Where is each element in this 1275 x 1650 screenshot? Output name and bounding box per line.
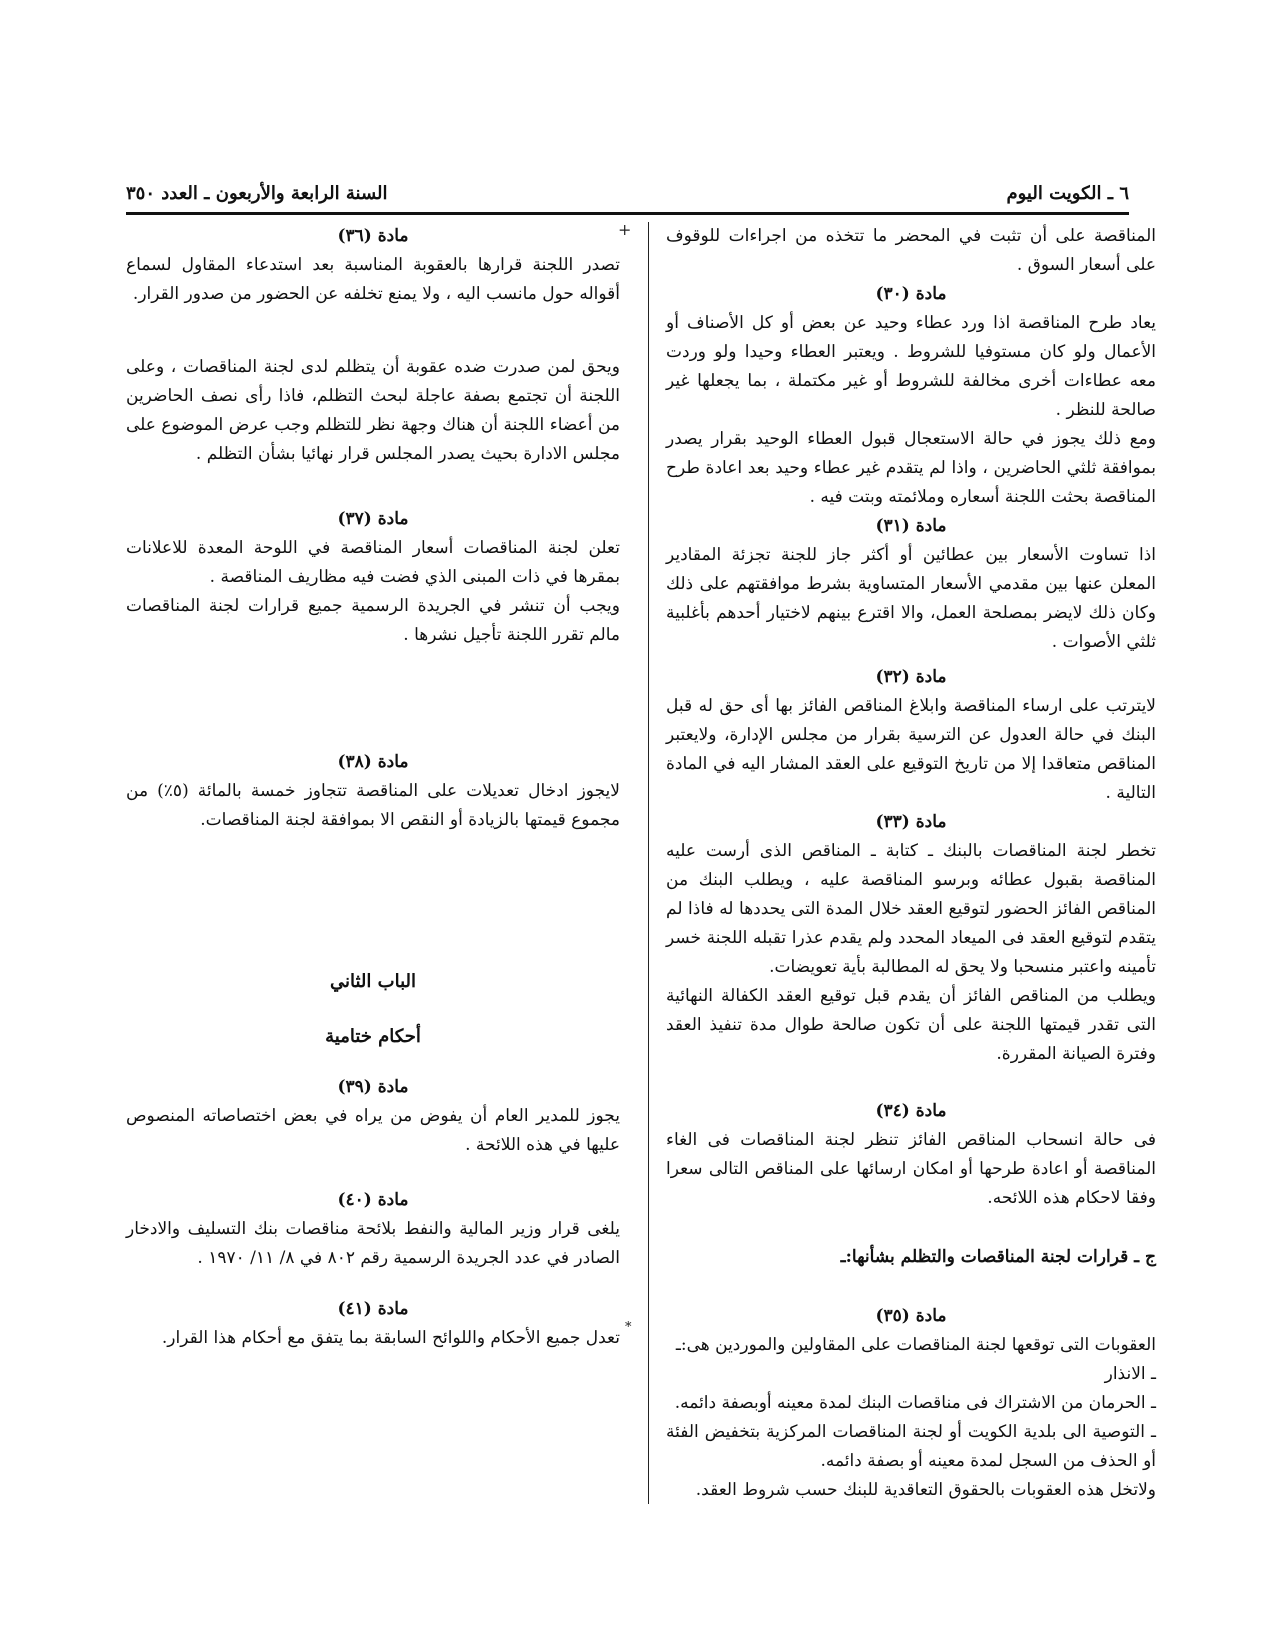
- paragraph: تصدر اللجنة قرارها بالعقوبة المناسبة بعد استدعاء المقاول لسماع أقواله حول مانسب اليه ، ولا يمنع تخلفه عن الحضور من صدور القرار.: [126, 255, 620, 304]
- paragraph: ويحق لمن صدرت ضده عقوبة أن يتظلم لدى لجنة المناقصات ، وعلى اللجنة أن تجتمع بصفة عاجلة لبحث التظلم، فاذا رأى نصف الحاضرين من أعضاء اللجنة أن هناك وجهة نظر للتظلم وجب عرض الموضوع على مجلس الادارة بحيث يصدر المجلس قرار نهائيا بشأن التظلم .: [126, 357, 620, 464]
- section-c-heading: ج ـ قرارات لجنة المناقصات والتظلم بشأنها:ـ: [840, 1247, 1156, 1267]
- paragraph: تخطر لجنة المناقصات بالبنك ـ كتابة ـ المناقص الذى أرست عليه المناقصة بقبول عطائه وبرسو المناقصة عليه ، ويطلب البنك من المناقص الفائز الحضور لتوقيع العقد خلال المدة التى يحددها له فاذا لم يتقدم لتوقيع العقد فى الميعاد المحدد ولم يقدم عذرا تقبله اللجنة خسر تأمينه واعتبر منسحبا ولا يحق له المطالبة بأية تعويضات.: [666, 841, 1156, 977]
- paragraph: يجوز للمدير العام أن يفوض من يراه في بعض اختصاصاته المنصوص عليها في هذه اللائحة .: [126, 1106, 620, 1155]
- paragraph: تعدل جميع الأحكام واللوائح السابقة بما يتفق مع أحكام هذا القرار.: [161, 1328, 620, 1348]
- paragraph: ومع ذلك يجوز في حالة الاستعجال قبول العطاء الوحيد بقرار يصدر بموافقة ثلثي الحاضرين ، واذا لم يتقدم غير عطاء وحيد بعد اعادة طرح المناقصة بحثت اللجنة أسعاره وملائمته وبتت فيه .: [666, 429, 1156, 507]
- article-37-title: مادة (٣٧): [337, 509, 409, 529]
- paragraph: يعاد طرح المناقصة اذا ورد عطاء وحيد عن بعض أو كل الأصناف أو الأعمال ولو كان مستوفيا للشروط . ويعتبر العطاء وحيدا ولو وردت معه عطاءات أخرى مخالفة للشروط أو غير مكتملة ، بما يجعلها غير صالحة للنظر .: [666, 313, 1156, 420]
- list-item: ـ الحرمان من الاشتراك فى مناقصات البنك لمدة معينه أوبصفة دائمه.: [674, 1393, 1156, 1413]
- list-item: ـ الانذار: [1104, 1364, 1156, 1384]
- chapter-heading: الباب الثاني: [329, 971, 417, 992]
- header-rule: [126, 212, 1129, 215]
- article-38-title: مادة (٣٨): [337, 752, 409, 772]
- paragraph: ولاتخل هذه العقوبات بالحقوق التعاقدية للبنك حسب شروط العقد.: [695, 1480, 1156, 1500]
- left-column: [126, 222, 620, 1353]
- paragraph: العقوبات التى توقعها لجنة المناقصات على المقاولين والموردين هى:ـ: [675, 1335, 1156, 1355]
- paragraph: لايجوز ادخال تعديلات على المناقصة تتجاوز خمسة بالمائة (٥٪) من مجموع قيمتها بالزيادة أو النقص الا بموافقة لجنة المناقصات.: [126, 781, 620, 830]
- paragraph: ويطلب من المناقص الفائز أن يقدم قبل توقيع العقد الكفالة النهائية التى تقدر قيمتها اللجنة على أن تكون صالحة طوال مدة تنفيذ العقد وفترة الصيانة المقررة.: [666, 986, 1156, 1064]
- article-30-title: مادة (٣٠): [875, 284, 947, 304]
- article-31-title: مادة (٣١): [875, 516, 947, 536]
- list-item: ـ التوصية الى بلدية الكويت أو لجنة المناقصات المركزية بتخفيض الفئة أو الحذف من السجل لمدة معينه أو بصفة دائمه.: [666, 1422, 1156, 1471]
- paragraph: اذا تساوت الأسعار بين عطائين أو أكثر جاز للجنة تجزئة المقادير المعلن عنها بين مقدمي الأسعار المتساوية بشرط موافقتهم على ذلك وكان ذلك لايضر بمصلحة العمل، والا اقترع بينهم لاختيار أحدهم بأغلبية ثلثي الأصوات .: [666, 545, 1156, 652]
- article-35-title: مادة (٣٥): [875, 1306, 947, 1326]
- right-column: [666, 222, 1156, 1505]
- article-39-title: مادة (٣٩): [337, 1077, 409, 1097]
- paragraph: المناقصة على أن تثبت في المحضر ما تتخذه من اجراءات للوقوف على أسعار السوق .: [666, 226, 1156, 275]
- paragraph: فى حالة انسحاب المناقص الفائز تنظر لجنة المناقصات فى الغاء المناقصة أو اعادة طرحها أو امكان ارسائها على المناقص التالى سعرا وفقا لاحكام هذه اللائحه.: [666, 1130, 1156, 1208]
- registration-mark: +: [618, 220, 632, 239]
- article-34-title: مادة (٣٤): [875, 1101, 947, 1121]
- paragraph: تعلن لجنة المناقصات أسعار المناقصة في اللوحة المعدة للاعلانات بمقرها في ذات المبنى الذي فضت فيه مظاريف المناقصة .: [126, 538, 620, 587]
- chapter-subheading: أحكام ختامية: [325, 1026, 421, 1047]
- article-33-title: مادة (٣٣): [875, 812, 947, 832]
- paragraph: لايترتب على ارساء المناقصة وابلاغ المناقص الفائز بها أى حق له قبل البنك في حالة العدول عن الترسية بقرار من مجلس الإدارة، ولايعتبر المناقص متعاقدا إلا من تاريخ التوقيع على العقد المشار اليه في المادة التالية .: [666, 696, 1156, 803]
- article-32-title: مادة (٣٢): [875, 667, 947, 687]
- article-40-title: مادة (٤٠): [337, 1190, 409, 1210]
- paragraph: يلغى قرار وزير المالية والنفط بلائحة مناقصات بنك التسليف والادخار الصادر في عدد الجريدة الرسمية رقم ٨٠٢ في ٨/ ١١/ ١٩٧٠ .: [126, 1219, 620, 1268]
- article-36-title: مادة (٣٦): [337, 226, 409, 246]
- column-divider: [648, 222, 649, 1504]
- margin-mark: *: [625, 1320, 632, 1335]
- page-ref: ٦ ـ الكويت اليوم: [1006, 182, 1129, 204]
- page-header: [126, 178, 1129, 208]
- issue-ref: السنة الرابعة والأربعون ـ العدد ٣٥٠: [126, 182, 388, 204]
- paragraph: ويجب أن تنشر في الجريدة الرسمية جميع قرارات لجنة المناقصات مالم تقرر اللجنة تأجيل نشرها .: [126, 596, 620, 645]
- article-41-title: مادة (٤١): [337, 1299, 409, 1319]
